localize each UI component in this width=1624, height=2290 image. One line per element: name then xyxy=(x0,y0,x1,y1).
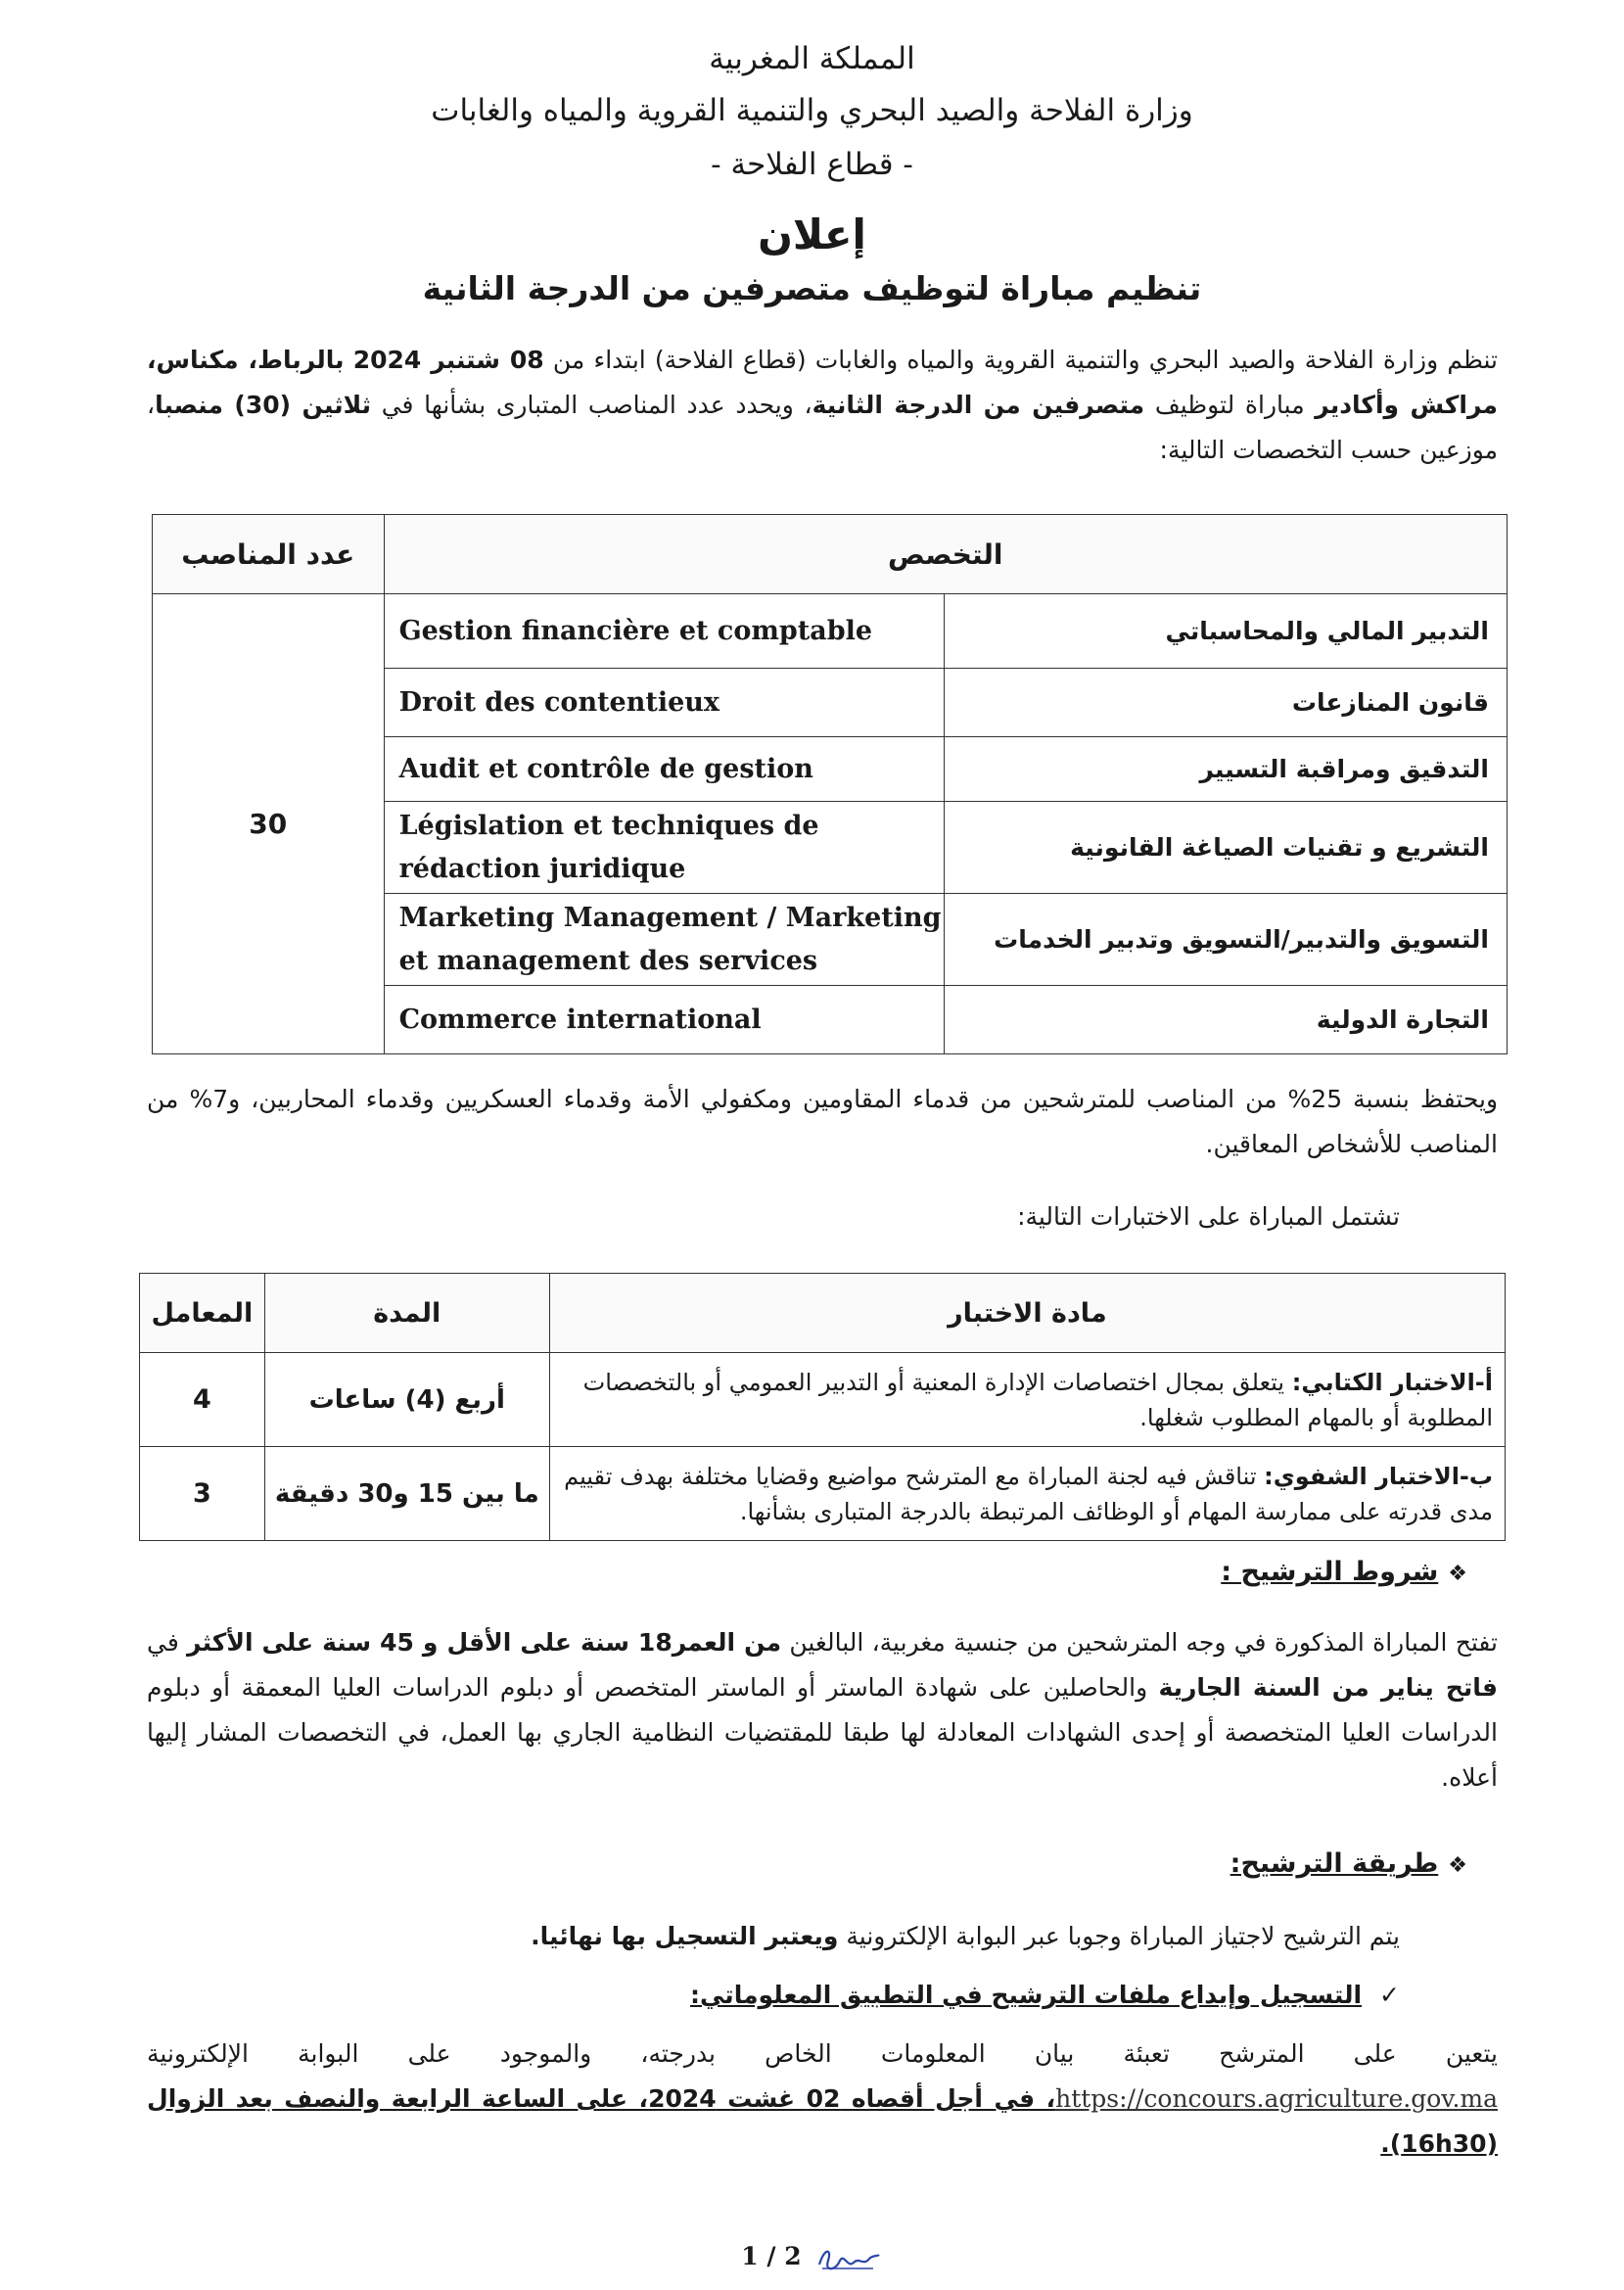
method-title: طريقة الترشيح: xyxy=(1230,1848,1439,1879)
specialty-ar: قانون المنازعات xyxy=(945,669,1508,737)
exam-subject xyxy=(549,1353,1505,1447)
intro-text-4: ، موزعين حسب التخصصات التالية: xyxy=(147,391,1498,464)
specialty-fr: Audit et contrôle de gestion xyxy=(384,737,944,802)
positions-count: ثلاثين (30) منصبا xyxy=(155,391,372,419)
col-positions: عدد المناصب xyxy=(153,515,385,594)
specialty-fr: Gestion financière et comptable xyxy=(384,594,944,669)
exam-label: أ-الاختبار الكتابي: xyxy=(1291,1368,1493,1396)
exam-duration: ما بين 15 و30 دقيقة xyxy=(264,1447,549,1541)
exams-intro: تشتمل المباراة على الاختبارات التالية: xyxy=(1017,1202,1400,1231)
exam-description: يتعلق بمجال اختصاصات الإدارة المعنية أو التدبير العمومي أو بالتخصصات المطلوبة أو بالمهام المطلوب شغلها. xyxy=(582,1368,1493,1431)
page-number: 1 / 2 xyxy=(741,2242,802,2270)
announcement-title: إعلان xyxy=(758,210,866,258)
specialty-fr: Commerce international xyxy=(384,986,944,1054)
specialty-ar: التدبير المالي والمحاسباتي xyxy=(945,594,1508,669)
method-text: يتم الترشيح لاجتياز المباراة وجوبا عبر البوابة الإلكترونية xyxy=(838,1922,1400,1950)
intro-text-1: تنظم وزارة الفلاحة والصيد البحري والتنمية القروية والمياه والغابات (قطاع الفلاحة) ابتداء من xyxy=(543,346,1498,374)
table-row xyxy=(140,1447,1506,1541)
intro-text-3: ، ويحدد عدد المناصب المتبارى بشأنها في xyxy=(371,391,812,419)
exam-duration: أربع (4) ساعات xyxy=(264,1353,549,1447)
exams-table xyxy=(139,1273,1506,1541)
conditions-text-2: في xyxy=(147,1628,188,1657)
conditions-text-1: تفتح المباراة المذكورة في وجه المترشحين من جنسية مغربية، البالغين xyxy=(781,1628,1498,1657)
table-row xyxy=(140,1353,1506,1447)
exam-coefficient: 4 xyxy=(140,1353,265,1447)
col-coefficient: المعامل xyxy=(140,1274,265,1353)
registration-title: التسجيل وإيداع ملفات الترشيح في التطبيق المعلوماتي: xyxy=(690,1981,1363,2009)
specialty-ar: التسويق والتدبير/التسويق وتدبير الخدمات xyxy=(945,894,1508,986)
specialty-ar: التجارة الدولية xyxy=(945,986,1508,1054)
conditions-text-3: والحاصلين على شهادة الماستر أو الماستر المتخصص أو دبلوم الدراسات العليا المعمقة أو دبلوم الدراسات العليا المتخصصة أو إحدى الشهادات المعادلة لها طبقا للمقتضيات النظامية الجاري بها العمل، في التخصصات المشار إليها أعلاه. xyxy=(147,1673,1498,1792)
sector-name: - قطاع الفلاحة - xyxy=(711,147,913,182)
deadline: ، في أجل أقصاه 02 غشت 2024، على الساعة الرابعة والنصف بعد الزوال (16h30). xyxy=(147,2084,1498,2158)
registration-subheading xyxy=(147,1973,1400,2018)
reference-date: فاتح يناير من السنة الجارية xyxy=(1158,1673,1499,1702)
registration-text: يتعين على المترشح تعبئة بيان المعلومات الخاص بدرجته، والموجود على البوابة الإلكترونية xyxy=(147,2039,1498,2068)
intro-text-2: مباراة لتوظيف xyxy=(1144,391,1316,419)
specialty-ar: التشريع و تقنيات الصياغة القانونية xyxy=(945,802,1508,894)
col-subject: مادة الاختبار xyxy=(549,1274,1505,1353)
start-date: 08 شتنبر 2024 xyxy=(352,346,544,374)
conditions-paragraph xyxy=(147,1620,1498,1800)
specialties-table xyxy=(152,514,1508,1054)
method-heading xyxy=(1230,1848,1467,1879)
ministry-name: وزارة الفلاحة والصيد البحري والتنمية القروية والمياه والغابات xyxy=(431,93,1193,128)
table-header-row xyxy=(140,1274,1506,1353)
specialty-fr: Marketing Management / Marketing et management des services xyxy=(384,894,944,986)
kingdom-name: المملكة المغربية xyxy=(709,41,915,76)
exam-description: تناقش فيه لجنة المباراة مع المترشح مواضيع وقضايا مختلفة بهدف تقييم مدى قدرته على ممارسة المهام أو الوظائف المرتبطة بالدرجة المتبارى بشأنها. xyxy=(564,1462,1493,1525)
col-duration: المدة xyxy=(264,1274,549,1353)
exam-coefficient: 3 xyxy=(140,1447,265,1541)
table-row xyxy=(153,594,1508,669)
exam-subject xyxy=(549,1447,1505,1541)
portal-link[interactable]: https://concours.agriculture.gov.ma xyxy=(1055,2084,1499,2113)
specialty-fr: Législation et techniques de rédaction juridique xyxy=(384,802,944,894)
conditions-heading xyxy=(1221,1557,1467,1587)
exam-label: ب-الاختبار الشفوي: xyxy=(1264,1462,1493,1490)
diamond-bullet-icon: ❖ xyxy=(1448,1562,1467,1586)
table-header-row xyxy=(153,515,1508,594)
cities: بالرباط، مكناس، مراكش وأكادير xyxy=(147,346,1499,419)
grade: متصرفين من الدرجة الثانية xyxy=(812,391,1145,419)
reservation-paragraph: ويحتفظ بنسبة 25% من المناصب للمترشحين من قدماء المقاومين ومكفولي الأمة وقدماء العسكريين وقدماء المحاربين، و7% من المناصب للأشخاص المعاقين. xyxy=(147,1085,1499,1158)
col-specialty: التخصص xyxy=(384,515,1507,594)
specialty-ar: التدقيق ومراقبة التسيير xyxy=(945,737,1508,802)
initials-signature-icon xyxy=(814,2243,883,2278)
conditions-title: شروط الترشيح : xyxy=(1221,1557,1439,1587)
diamond-bullet-icon: ❖ xyxy=(1448,1853,1467,1878)
method-line xyxy=(147,1914,1400,1959)
announcement-subtitle: تنظيم مباراة لتوظيف متصرفين من الدرجة الثانية xyxy=(422,269,1202,307)
checkmark-icon: ✓ xyxy=(1379,1981,1400,2009)
registration-paragraph xyxy=(147,2032,1498,2167)
positions-value: 30 xyxy=(153,594,385,1054)
intro-paragraph xyxy=(147,338,1498,473)
method-final: ويعتبر التسجيل بها نهائيا. xyxy=(531,1922,839,1950)
page-footer xyxy=(0,2242,1624,2278)
specialty-fr: Droit des contentieux xyxy=(384,669,944,737)
age-limits: من العمر18 سنة على الأقل و 45 سنة على الأكثر xyxy=(187,1628,782,1657)
